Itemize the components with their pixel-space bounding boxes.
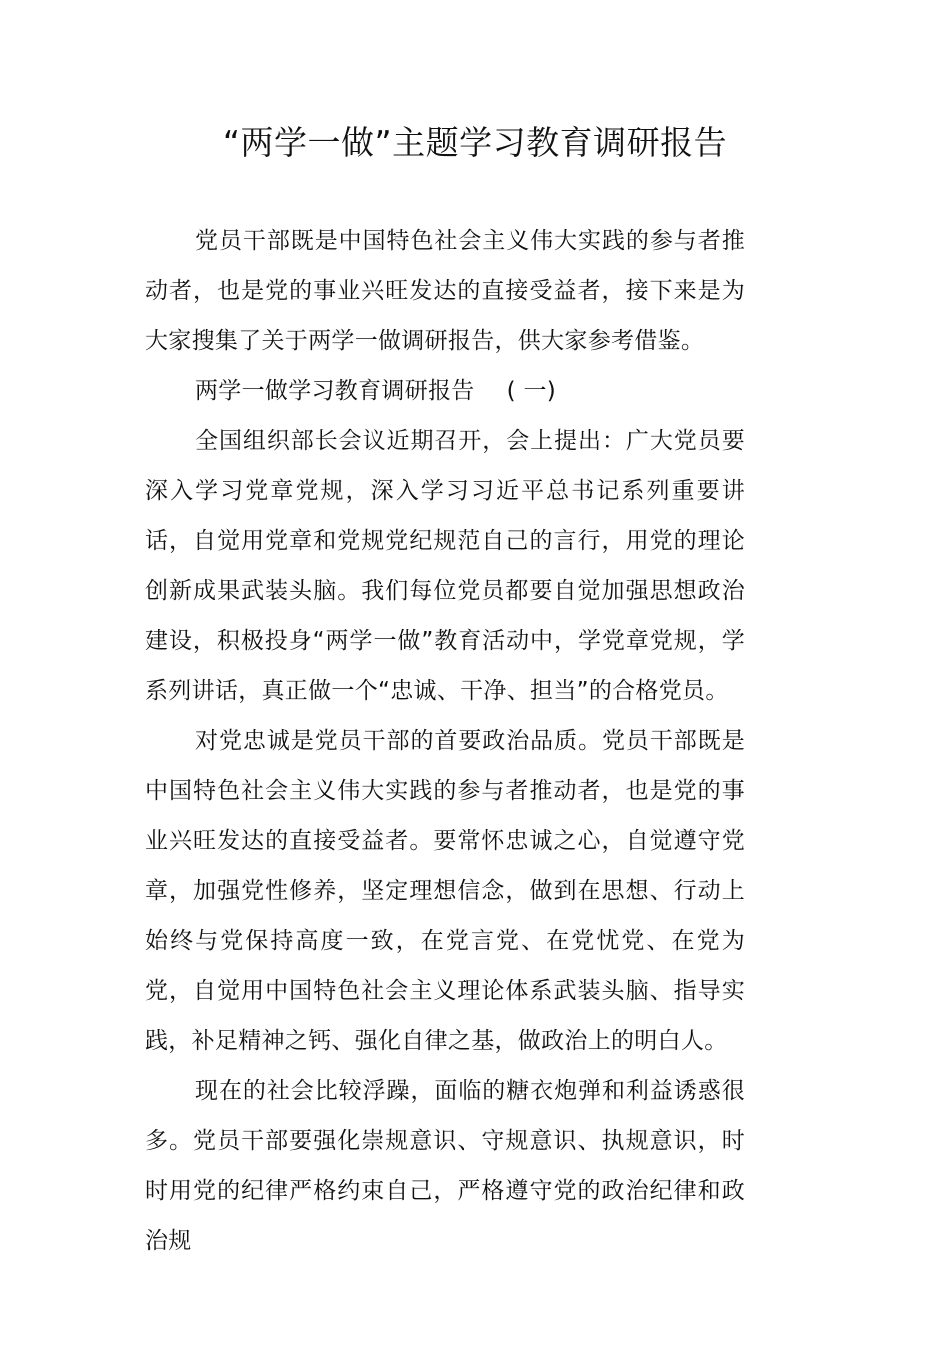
document-body (145, 216, 745, 1266)
body-paragraph-3: 现在的社会比较浮躁，面临的糖衣炮弹和利益诱惑很多。党员干部要强化崇规意识、守规意识、执规意识，时时用党的纪律严格约束自己，严格遵守党的政治纪律和政治规 (145, 1078, 745, 1254)
section-heading-number: ( 一) (506, 378, 557, 404)
section-heading (145, 366, 745, 416)
section-heading-text: 两学一做学习教育调研报告 (195, 378, 475, 404)
intro-paragraph: 党员干部既是中国特色社会主义伟大实践的参与者推动者，也是党的事业兴旺发达的直接受益者，接下来是为大家搜集了关于两学一做调研报告，供大家参考借鉴。 (145, 228, 745, 354)
body-paragraph-2: 对党忠诚是党员干部的首要政治品质。党员干部既是中国特色社会主义伟大实践的参与者推动者，也是党的事业兴旺发达的直接受益者。要常怀忠诚之心，自觉遵守党章，加强党性修养，坚定理想信念，做到在思想、行动上始终与党保持高度一致，在党言党、在党忧党、在党为党，自觉用中国特色社会主义理论体系武装头脑、指导实践，补足精神之钙、强化自律之基，做政治上的明白人。 (145, 728, 745, 1054)
document-title: “两学一做”主题学习教育调研报告 (222, 123, 728, 162)
body-paragraph-1: 全国组织部长会议近期召开，会上提出：广大党员要深入学习党章党规，深入学习习近平总书记系列重要讲话，自觉用党章和党规党纪规范自己的言行，用党的理论创新成果武装头脑。我们每位党员都要自觉加强思想政治建设，积极投身“两学一做”教育活动中，学党章党规，学系列讲话，真正做一个“忠诚、干净、担当”的合格党员。 (145, 428, 745, 704)
